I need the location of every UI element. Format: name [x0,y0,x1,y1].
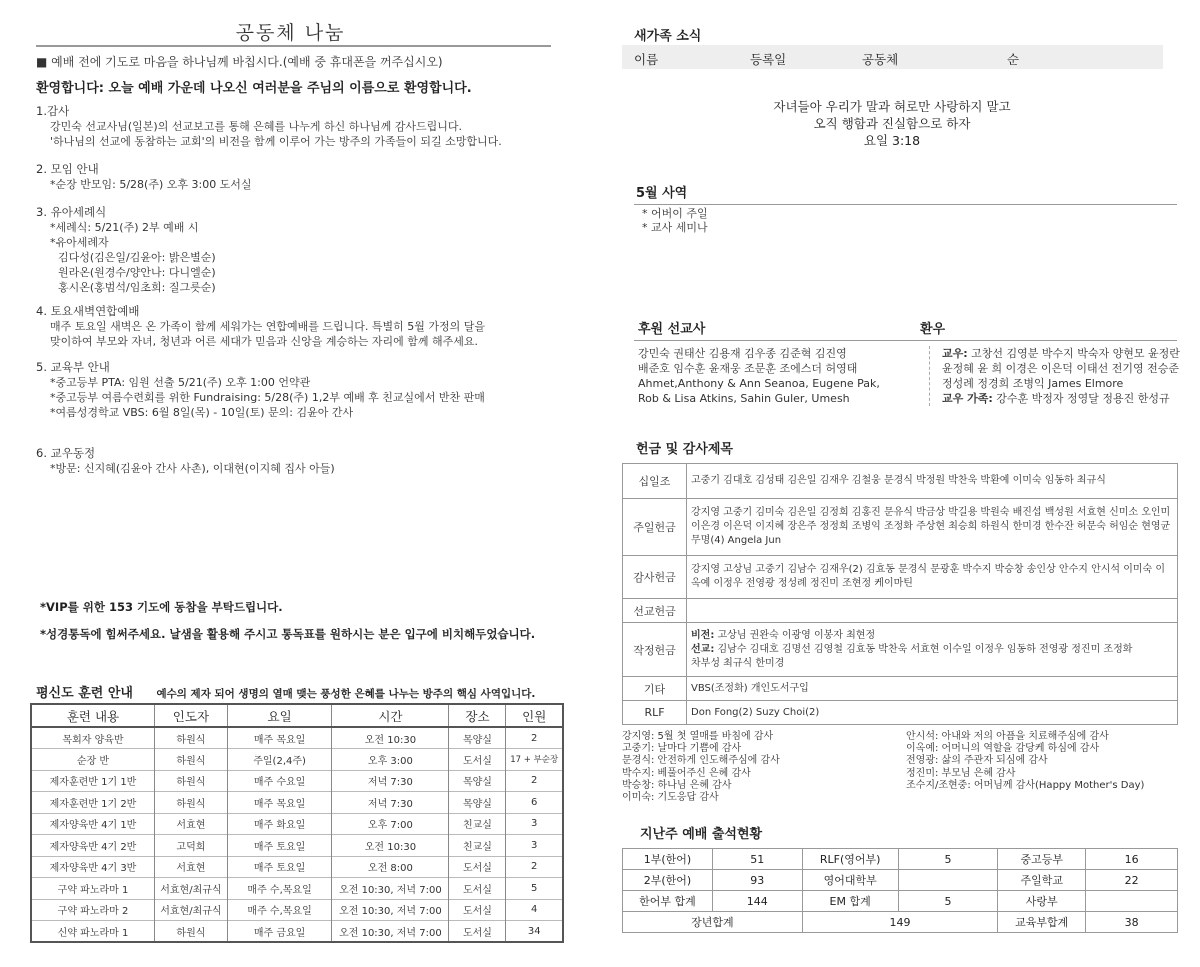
cell: 서효현 [155,856,228,878]
may-ministry-title: 5월 사역 [636,186,688,201]
column-header: 등록일 [750,52,787,67]
cell: 신약 파노라마 1 [31,921,155,943]
thanks-note: 강지영: 5월 첫 열매를 바침에 감사 [622,731,774,742]
patient-line [942,391,1179,406]
column-header: 순 [1007,52,1020,67]
cell: 제자양육반 4기 2반 [31,835,155,857]
cell: 친교실 [449,813,506,835]
section-subline: 원라온(원경수/양안나: 다니엘순) [58,266,216,279]
section-heading: 2. 모임 안내 [36,162,99,176]
verse-line: 오직 행함과 진실함으로 하자 [813,116,971,131]
cell: 1부(한어) [623,849,713,870]
offering-subline [691,643,1173,657]
offering-label: 기타 [623,677,687,701]
cell: 144 [712,891,802,912]
cell: 22 [1086,870,1178,891]
cell: 16 [1086,849,1178,870]
cell: 제자양육반 4기 3반 [31,856,155,878]
cell: 매주 금요일 [227,921,332,943]
patient-line [942,346,1179,361]
cell: 3 [506,813,563,835]
offering-label: 선교헌금 [623,599,687,623]
table-row [31,899,563,921]
cell: 한어부 합계 [623,891,713,912]
table-row [31,921,563,943]
cell: 오전 8:00 [332,856,449,878]
cell: 149 [802,912,998,933]
cell: 오전 10:30, 저녁 7:00 [332,921,449,943]
cell: 2 [506,727,563,749]
cell: 오전 10:30 [332,727,449,749]
cell: 6 [506,792,563,814]
verse-line: 자녀들아 우리가 말과 혀로만 사랑하지 말고 [773,99,1011,114]
cell: 도서실 [449,921,506,943]
cell: 제자양육반 4기 1반 [31,813,155,835]
table-row [623,499,1178,556]
offering-subnames: 고상님 권완숙 이광영 이봉자 최현정 [714,629,876,641]
column-header: 인도자 [155,704,228,727]
thanks-note: 이옥예: 어머니의 역할을 감당케 하심에 감사 [906,743,1100,755]
cell: 하원식 [155,921,228,943]
section-meeting [36,162,252,192]
cell: 친교실 [449,835,506,857]
training-header [36,682,535,701]
callout-vip-prayer: *VIP를 위한 153 기도에 동참을 부탁드립니다. [40,600,283,614]
cell: 2부(한어) [623,870,713,891]
section-line: *방문: 신지혜(김윤아 간사 사촌), 이대현(이지혜 집사 아들) [50,462,335,475]
section-line: *여름성경학교 VBS: 6월 8일(목) - 10일(토) 문의: 김윤아 간사 [50,406,354,419]
patient-label: 교우 가족: [942,392,993,405]
offering-names: VBS(조정화) 개인도서구입 [687,677,1178,701]
thanks-note: 이미숙: 기도응답 감사 [622,792,719,804]
offering-label: 주일헌금 [623,499,687,556]
cell: 주일(2,4주) [227,749,332,771]
attendance-title: 지난주 예배 출석현황 [640,827,763,842]
table-row [31,856,563,878]
patient-line: 정성례 정경희 조병익 James Elmore [942,377,1124,390]
offering-label: RLF [623,701,687,725]
cell: 51 [712,849,802,870]
section-education [36,360,485,420]
cell: 매주 목요일 [227,727,332,749]
table-row [31,835,563,857]
welcome-text: 환영합니다: 오늘 예배 가운데 나오신 여러분을 주님의 이름으로 환영합니다. [36,81,472,96]
offering-names: 고중기 김대호 김성태 김은일 김재우 김철웅 문경식 박정원 박찬욱 박환예 이미숙 임동하 최규식 [687,464,1178,499]
offering-sublabel: 선교: [691,643,715,655]
offering-title: 헌금 및 감사제목 [636,442,733,457]
training-subtitle: 예수의 제자 되어 생명의 열매 맺는 풍성한 은혜를 나누는 방주의 핵심 사역입니다. [156,688,536,700]
column-header: 시간 [332,704,449,727]
cell: 93 [712,870,802,891]
cell: 매주 수,목요일 [227,899,332,921]
cell: 서효현/최규식 [155,899,228,921]
column-header: 요일 [227,704,332,727]
thanks-note: 문경식: 안전하게 인도해주심에 감사 [622,755,780,767]
offering-label: 감사헌금 [623,556,687,599]
offering-names [687,599,1178,623]
cell: 오전 10:30, 저녁 7:00 [332,899,449,921]
offering-names: 강지영 고중기 김미숙 김은일 김정희 김홍진 문유식 박금상 박길용 박원숙 배진섭 백성원 서효현 신미소 오인미 이은경 이은덕 이지혜 장은주 정정희 조병익 조정화 주상현 최승희 하원식 한미경 한수잔 허문숙 허임순 현영균 무명(4) Angela Jun [687,499,1178,556]
divider [634,204,1177,205]
thanks-note: 박수지: 베풀어주신 은혜 감사 [622,767,751,779]
cell: 하원식 [155,727,228,749]
thanks-note: 안시석: 아내와 저의 아픔을 치료해주심에 감사 [906,731,1109,742]
new-family-title: 새가족 소식 [634,29,702,44]
cell: 하원식 [155,749,228,771]
column-header: 장소 [449,704,506,727]
section-line: *유아세례자 [50,236,109,249]
table-header-row [31,704,563,727]
offering-sublabel: 비전: [691,629,715,641]
cell: 사랑부 [998,891,1086,912]
table-row [623,849,1178,870]
missionaries-list [638,346,918,406]
section-line: *중고등부 여름수련회를 위한 Fundraising: 5/28(주) 1,2부 예배 후 친교실에서 반찬 판매 [50,391,485,404]
missionary-line: 배준호 임수훈 윤재웅 조문훈 조에스더 허영태 [638,362,858,375]
cell: 목양실 [449,770,506,792]
table-row [623,701,1178,725]
table-row [623,599,1178,623]
cell [898,870,998,891]
cell: 38 [1086,912,1178,933]
table-row [31,727,563,749]
cell: 구약 파노라마 2 [31,899,155,921]
cell [1086,891,1178,912]
cell: 중고등부 [998,849,1086,870]
cell: 매주 화요일 [227,813,332,835]
section-subline: 김다성(김은일/김윤아: 밝은별순) [58,251,216,264]
cell: 매주 목요일 [227,792,332,814]
cell: 구약 파노라마 1 [31,878,155,900]
cell: 34 [506,921,563,943]
patient-line: 윤정혜 윤 희 이경은 이은덕 이태선 전기영 전승준 [942,362,1179,375]
table-row [31,770,563,792]
section-heading: 6. 교우동정 [36,446,96,460]
cell: 5 [898,849,998,870]
section-line: *순장 반모임: 5/28(주) 오후 3:00 도서실 [50,178,252,191]
training-title: 평신도 훈련 안내 [36,686,133,701]
cell: 매주 토요일 [227,856,332,878]
thanks-note: 조수지/조현중: 어머님께 감사(Happy Mother's Day) [906,779,1145,791]
table-row [623,464,1178,499]
table-row [623,891,1178,912]
thanks-note: 박승창: 하나님 은혜 감사 [622,779,732,791]
worship-note: ■ 예배 전에 기도로 마음을 하나님께 바칩시다.(예배 중 휴대폰을 꺼주십시오) [36,55,443,69]
callout-bible-reading: *성경통독에 힘써주세요. 날샘을 활용해 주시고 통독표를 원하시는 분은 입구에 비치해두었습니다. [40,627,536,641]
patient-label: 교우: [942,347,968,360]
cell: 매주 수요일 [227,770,332,792]
thanks-note: 고중기: 날마다 기쁨에 감사 [622,743,742,755]
table-row [31,878,563,900]
cell: 도서실 [449,878,506,900]
column-header: 훈련 내용 [31,704,155,727]
section-thanks [36,104,502,149]
attendance-table [622,848,1178,933]
offering-names [687,623,1178,677]
patients-title: 환우 [920,322,946,337]
column-header: 공동체 [862,52,899,67]
column-header: 이름 [634,52,659,67]
table-row [623,556,1178,599]
cell: 목양실 [449,792,506,814]
table-row [623,912,1178,933]
cell: RLF(영어부) [802,849,898,870]
cell: 목양실 [449,727,506,749]
cell: 서효현 [155,813,228,835]
cell: 주일학교 [998,870,1086,891]
section-member-news [36,446,335,476]
table-row [31,792,563,814]
thanks-note: 전영광: 삶의 주관자 되심에 감사 [906,755,1048,767]
new-family-header-bar [622,45,1163,69]
missionary-line: Rob & Lisa Atkins, Sahin Guler, Umesh [638,392,850,405]
cell: 오전 10:30 [332,835,449,857]
cell: 오후 7:00 [332,813,449,835]
missionary-line: Ahmet,Anthony & Ann Seanoa, Eugene Pak, [638,377,880,390]
cell: 3 [506,835,563,857]
cell: 2 [506,770,563,792]
cell: 저녁 7:30 [332,792,449,814]
thanks-right-column [906,731,1144,792]
table-row [623,677,1178,701]
list-item: * 교사 세미나 [642,221,708,234]
thanks-left-column [622,731,780,804]
section-line: '하나님의 선교에 동참하는 교회'의 비전을 함께 이루어 가는 방주의 가족들이 되길 소망합니다. [50,135,502,148]
offering-table [622,463,1178,725]
cell: 서효현/최규식 [155,878,228,900]
cell: 4 [506,899,563,921]
cell: 제자훈련반 1기 2반 [31,792,155,814]
section-heading: 1.감사 [36,104,70,118]
section-heading: 4. 토요새벽연합예배 [36,304,140,318]
table-row [623,623,1178,677]
thanks-note: 정진미: 부모님 은혜 감사 [906,767,1016,779]
column-header: 인원 [506,704,563,727]
cell: 오전 10:30, 저녁 7:00 [332,878,449,900]
cell: 5 [898,891,998,912]
offering-subline [691,629,1173,643]
cell: 5 [506,878,563,900]
cell: 하원식 [155,792,228,814]
cell: 순장 반 [31,749,155,771]
section-subline: 홍시온(홍범석/임초희: 질그릇순) [58,281,216,294]
offering-names: 강지영 고상님 고중기 김남수 김재우(2) 김효동 문경식 문광훈 박수지 박승창 송인상 안수지 안시석 이미숙 이옥예 이정우 전영광 정성례 정진미 조현정 케이마틴 [687,556,1178,599]
page-title: 공동체 나눔 [235,22,346,44]
cell: 교육부합계 [998,912,1086,933]
section-heading: 3. 유아세례식 [36,205,107,219]
missionary-line: 강민숙 권태산 김용재 김우종 김준혁 김진영 [638,347,847,360]
section-heading: 5. 교육부 안내 [36,360,110,374]
cell: 매주 토요일 [227,835,332,857]
offering-subline: 차부성 최규식 한미경 [691,657,785,669]
offering-label: 십일조 [623,464,687,499]
cell: 2 [506,856,563,878]
cell: 장년합계 [623,912,803,933]
table-row [623,870,1178,891]
offering-subnames: 김남수 김대호 김명선 김영철 김효동 박찬욱 서효현 이수일 이정우 임동하 전영광 정진미 조정화 [714,643,1133,655]
verse-reference: 요일 3:18 [863,133,921,148]
patients-list [929,346,1179,406]
missionaries-title: 후원 선교사 [638,322,706,337]
offering-label: 작정헌금 [623,623,687,677]
cell: 하원식 [155,770,228,792]
section-baptism [36,205,216,295]
table-row [31,749,563,771]
section-line: *중고등부 PTA: 임원 선출 5/21(주) 오후 1:00 언약관 [50,376,311,389]
cell: 목회자 양육반 [31,727,155,749]
training-table [30,703,564,943]
cell: 17 + 부순장 [506,749,563,771]
patient-names: 고창선 김영분 박수지 박숙자 양현모 윤정란 [967,347,1180,360]
cell: 제자훈련반 1기 1반 [31,770,155,792]
table-row [31,813,563,835]
cell: 도서실 [449,856,506,878]
cell: 오후 3:00 [332,749,449,771]
cell: EM 합계 [802,891,898,912]
bible-verse [732,98,1052,149]
divider [634,340,1177,341]
list-item: * 어버이 주일 [642,207,708,220]
cell: 도서실 [449,899,506,921]
cell: 매주 수,목요일 [227,878,332,900]
cell: 저녁 7:30 [332,770,449,792]
section-line: *세례식: 5/21(주) 2부 예배 시 [50,221,199,234]
cell: 고덕희 [155,835,228,857]
offering-names: Don Fong(2) Suzy Choi(2) [687,701,1178,725]
may-ministry-list [642,207,708,235]
cell: 영어대학부 [802,870,898,891]
section-line: 맞이하여 부모와 자녀, 청년과 어른 세대가 믿음과 신앙을 계승하는 자리에 함께 해주세요. [50,335,478,348]
cell: 도서실 [449,749,506,771]
patient-names: 강수훈 박정자 정영달 정용진 한성규 [992,392,1170,405]
title-divider [36,45,551,47]
section-line: 강민숙 선교사님(일본)의 선교보고를 통해 은혜를 나누게 하신 하나님께 감사드립니다. [50,120,462,133]
section-line: 매주 토요일 새벽은 온 가족이 함께 세워가는 연합예배를 드립니다. 특별히 5월 가정의 달을 [50,320,485,333]
section-saturday-worship [36,304,485,349]
